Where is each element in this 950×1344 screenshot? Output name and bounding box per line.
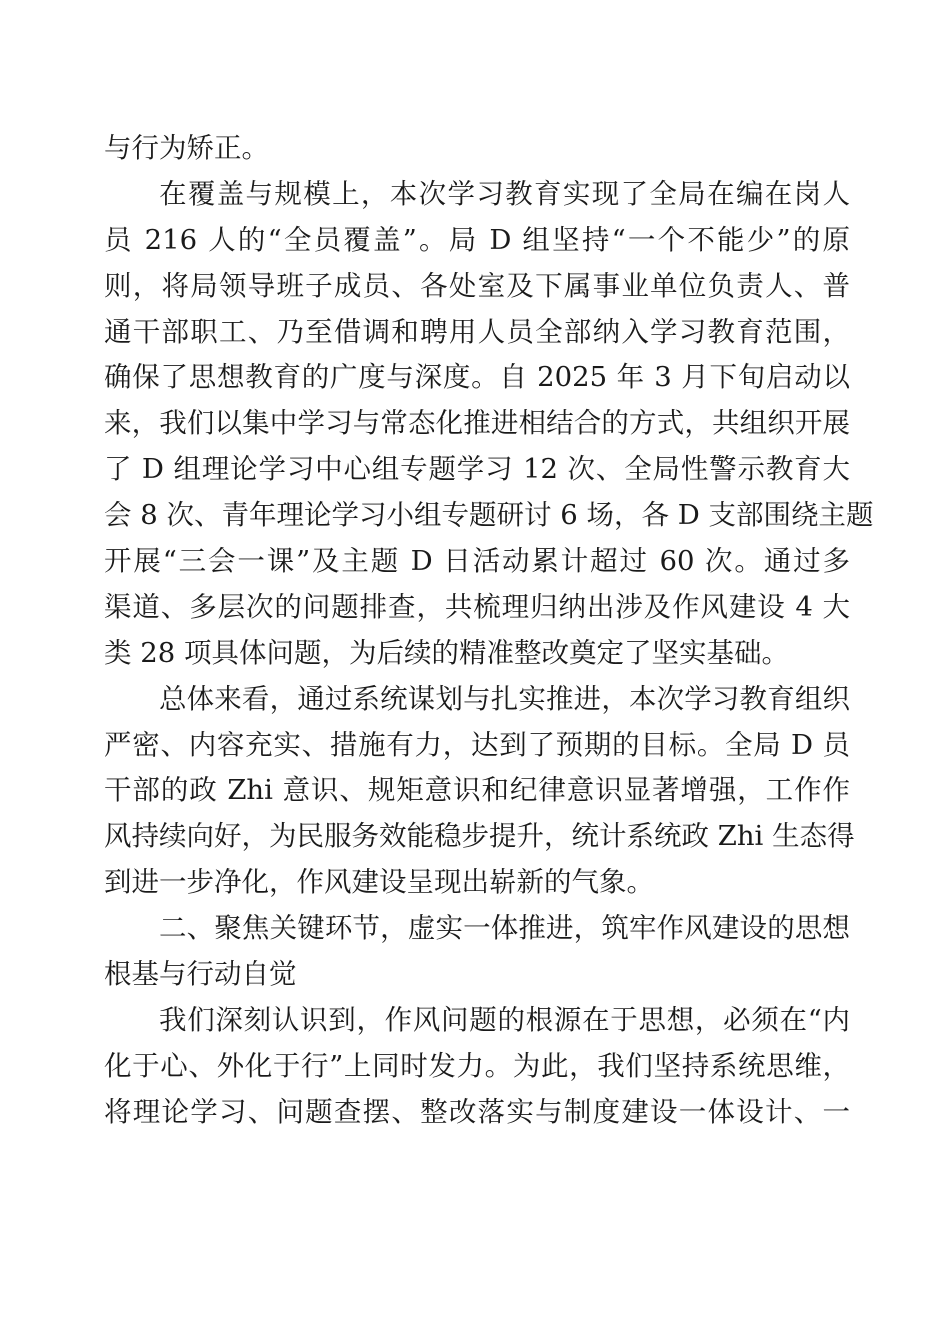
text-line: 到进一步净化，作风建设呈现出崭新的气象。 bbox=[104, 866, 654, 899]
document-page bbox=[104, 126, 874, 1136]
heading-line: 根基与行动自觉 bbox=[104, 958, 297, 991]
text-line: 了 D 组理论学习中心组专题学习 12 次、全局性警示教育大 bbox=[104, 453, 850, 486]
text-line: 总体来看，通过系统谋划与扎实推进，本次学习教育组织 bbox=[159, 682, 850, 715]
paragraph-coverage-scale bbox=[104, 172, 874, 677]
text-line: 渠道、多层次的问题排查，共梳理归纳出涉及作风建设 4 大 bbox=[104, 590, 850, 623]
text-line: 严密、内容充实、措施有力，达到了预期的目标。全局 D 员 bbox=[104, 728, 850, 761]
text-line: 风持续向好，为民服务效能稳步提升，统计系统政 Zhi 生态得 bbox=[104, 820, 855, 853]
paragraph-continuation bbox=[104, 126, 850, 172]
text-line: 与行为矫正。 bbox=[104, 132, 269, 164]
text-line: 化于心、外化于行”上同时发力。为此，我们坚持系统思维， bbox=[104, 1049, 850, 1082]
text-line: 会 8 次、青年理论学习小组专题研讨 6 场，各 D 支部围绕主题 bbox=[104, 499, 874, 532]
paragraph-root-cause bbox=[104, 998, 850, 1136]
text-line: 将理论学习、问题查摆、整改落实与制度建设一体设计、一 bbox=[104, 1095, 850, 1128]
text-line: 开展“三会一课”及主题 D 日活动累计超过 60 次。通过多 bbox=[104, 545, 850, 578]
text-line: 我们深刻认识到，作风问题的根源在于思想，必须在“内 bbox=[159, 1003, 850, 1036]
text-line: 在覆盖与规模上，本次学习教育实现了全局在编在岗人 bbox=[159, 177, 850, 210]
text-line: 类 28 项具体问题，为后续的精准整改奠定了坚实基础。 bbox=[104, 636, 789, 669]
text-line: 通干部职工、乃至借调和聘用人员全部纳入学习教育范围， bbox=[104, 315, 850, 348]
heading-line: 二、聚焦关键环节，虚实一体推进，筑牢作风建设的思想 bbox=[159, 912, 850, 945]
text-line: 来，我们以集中学习与常态化推进相结合的方式，共组织开展 bbox=[104, 407, 850, 440]
text-line: 则，将局领导班子成员、各处室及下属事业单位负责人、普 bbox=[104, 269, 850, 302]
paragraph-overall-summary bbox=[104, 677, 855, 906]
text-line: 确保了思想教育的广度与深度。自 2025 年 3 月下旬启动以 bbox=[104, 361, 850, 394]
text-line: 员 216 人的“全员覆盖”。局 D 组坚持“一个不能少”的原 bbox=[104, 223, 850, 256]
section-heading-two bbox=[104, 906, 850, 998]
text-line: 干部的政 Zhi 意识、规矩意识和纪律意识显著增强，工作作 bbox=[104, 774, 850, 807]
